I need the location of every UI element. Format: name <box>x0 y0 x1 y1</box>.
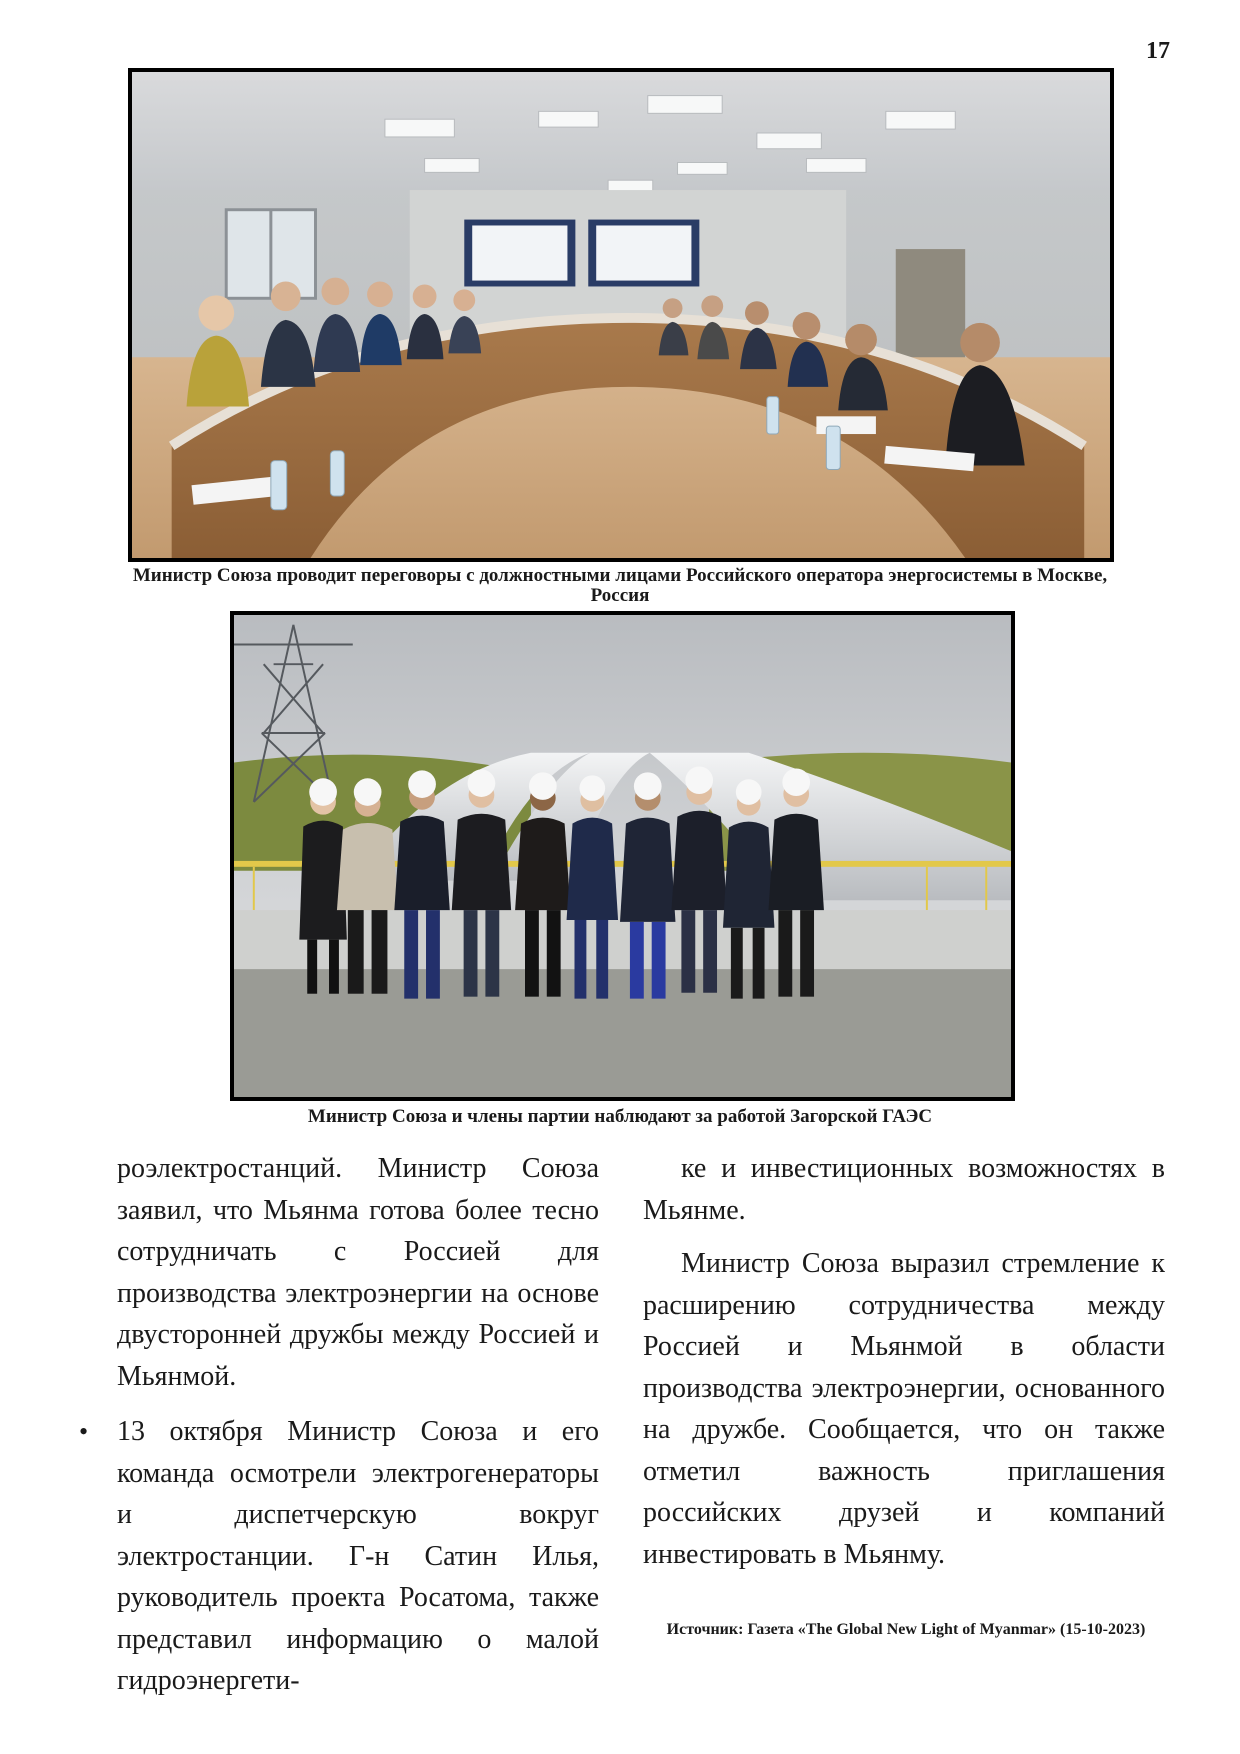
meeting-room-illustration <box>132 72 1110 558</box>
source-note: Источник: Газета «The Global New Light of Myanmar» (15-10-2023) <box>666 1621 1146 1638</box>
group-photo <box>230 611 1015 1101</box>
page-number: 17 <box>1146 38 1170 64</box>
text-column-right <box>643 1148 1165 1575</box>
paragraph-main: Министр Союза выразил стремление к расширению сотрудничества между Россией и Мьянмой в области производства электроэнергии, основанного на дружбе. Сообщается, что он также отметил важность приглашения российских друзей и компаний инвестировать в Мьянму. <box>643 1248 1165 1570</box>
hydro-plant-illustration <box>234 615 1011 1097</box>
bullet-dot: • <box>79 1417 89 1446</box>
paragraph-continued: роэлектростанций. Министр Союза заявил, что Мьянма готова более тесно сотрудничать с Россией для производства электроэнергии на основе двусторонней дружбы между Россией и Мьянмой. <box>117 1153 599 1392</box>
photo-caption-1: Министр Союза проводит переговоры с должностными лицами Российского оператора энергосистемы в Москве, Россия <box>132 565 1108 606</box>
photo-caption-2: Министр Союза и члены партии наблюдают за работой Загорской ГАЭС <box>307 1106 933 1127</box>
text-column-left <box>79 1148 599 1702</box>
meeting-photo <box>128 68 1114 562</box>
paragraph-continuation: ке и инвестиционных возможностях в Мьянме. <box>643 1153 1165 1226</box>
bullet-item <box>79 1411 599 1702</box>
bullet-paragraph: 13 октября Министр Союза и его команда осмотрели электрогенераторы и диспетчерскую вокруг электростанции. Г-н Сатин Илья, руководитель проекта Росатома, также представил информацию о малой гидроэнергети- <box>117 1416 599 1696</box>
